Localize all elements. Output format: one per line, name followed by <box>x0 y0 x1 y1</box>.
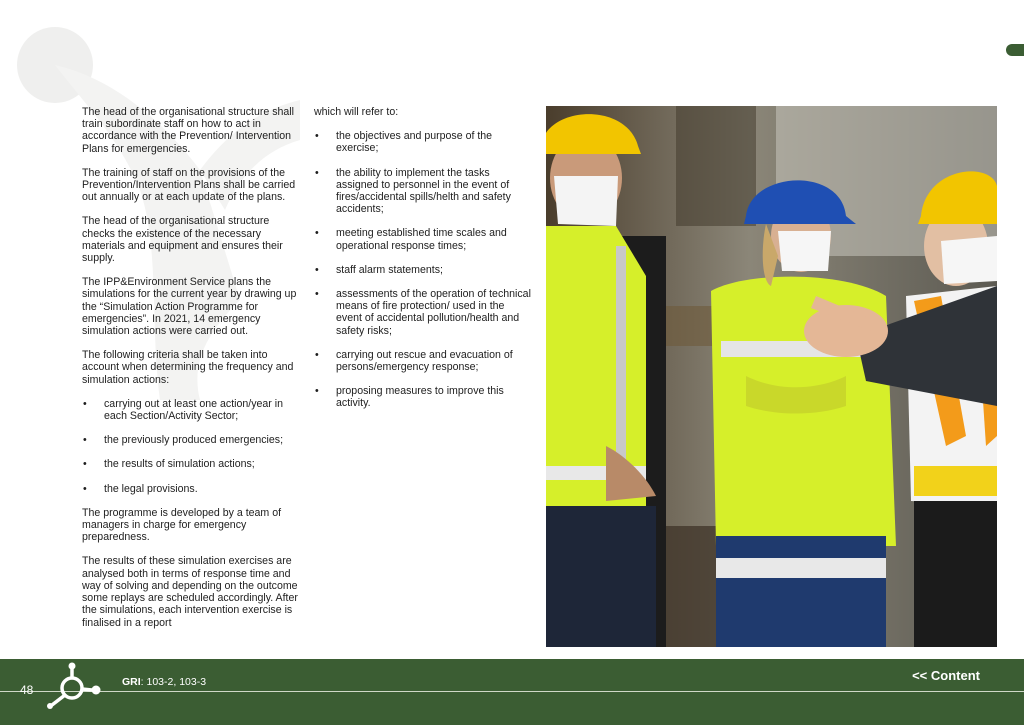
list-item <box>82 434 302 446</box>
bullet-icon: • <box>315 263 319 276</box>
list-item <box>314 264 532 276</box>
network-node-logo-icon <box>44 661 106 709</box>
workers-illustration <box>546 106 997 647</box>
list-intro: which will refer to: <box>314 106 399 118</box>
gri-label: GRI <box>122 676 141 688</box>
bullet-icon: • <box>83 397 87 410</box>
gri-codes: : 103-2, 103-3 <box>140 676 207 688</box>
bullet-icon: • <box>83 434 87 447</box>
list-item <box>82 398 302 422</box>
criteria-list <box>82 398 302 495</box>
bullet-icon: • <box>83 482 87 495</box>
list-item <box>82 483 302 495</box>
list-item-text: meeting established time scales and operational response times; <box>336 227 507 252</box>
content-link[interactable]: << Content <box>912 668 980 683</box>
list-item-text: carrying out at least one action/year in each Section/Activity Sector; <box>104 397 284 423</box>
footer-divider <box>0 691 1024 692</box>
list-item <box>82 458 302 470</box>
paragraph: The training of staff on the provisions of the Prevention/Intervention Plans shall be carried out annually or at each update of the plans. <box>82 166 296 204</box>
list-item-text: the results of simulation actions; <box>104 458 255 471</box>
report-contents-list <box>314 130 532 409</box>
bullet-icon: • <box>83 458 87 471</box>
paragraph: The results of these simulation exercises are analysed both in terms of response time and way of solving and depending on the outcome some replays are scheduled accordingly. After the simulations, each intervention exercise is finalised in a report <box>82 555 298 629</box>
list-item <box>314 227 532 251</box>
bullet-icon: • <box>315 130 319 143</box>
workers-safety-photo <box>546 106 997 647</box>
list-item-text: the previously produced emergencies; <box>104 434 284 447</box>
list-item-text: carrying out rescue and evacuation of persons/emergency response; <box>336 348 513 374</box>
page-footer <box>0 659 1024 725</box>
paragraph: The IPP&Environment Service plans the simulations for the current year by drawing up the “Simulation Action Programme for emergencies”. In 2021, 14 emergency simulation actions were carried out. <box>82 276 297 338</box>
list-item-text: the ability to implement the tasks assigned to personnel in the event of fires/accidental spills/helth and safety accidents; <box>336 166 511 216</box>
bullet-icon: • <box>315 385 319 398</box>
list-item <box>314 167 532 216</box>
gri-reference <box>122 676 206 688</box>
list-item <box>314 130 532 154</box>
bullet-icon: • <box>315 227 319 240</box>
list-item <box>314 385 532 409</box>
list-item-text: assessments of the operation of technical means of fire protection/ used in the event of accidental pollution/health and safety risks; <box>336 288 531 337</box>
list-item-text: the legal provisions. <box>104 482 198 495</box>
list-item <box>314 349 532 373</box>
text-column-middle <box>314 106 532 422</box>
bullet-icon: • <box>315 166 319 179</box>
text-column-left <box>82 106 302 641</box>
list-item <box>314 288 532 337</box>
top-edge-tab <box>1006 44 1024 56</box>
bullet-icon: • <box>315 348 319 361</box>
paragraph: The head of the organisational structure checks the existence of the necessary materials and equipment and ensures their supply. <box>82 215 283 265</box>
list-item-text: staff alarm statements; <box>336 263 443 276</box>
paragraph: The following criteria shall be taken into account when determining the frequency and simulation actions: <box>82 349 294 386</box>
bullet-icon: • <box>315 288 319 301</box>
page-number: 48 <box>20 683 34 697</box>
list-item-text: proposing measures to improve this activity. <box>336 385 504 410</box>
paragraph: The programme is developed by a team of managers in charge for emergency preparedness. <box>82 506 282 544</box>
paragraph: The head of the organisational structure shall train subordinate staff on how to act in accordance with the Prevention/ Intervention Plans for emergencies. <box>82 106 295 155</box>
list-item-text: the objectives and purpose of the exercise; <box>336 130 493 155</box>
